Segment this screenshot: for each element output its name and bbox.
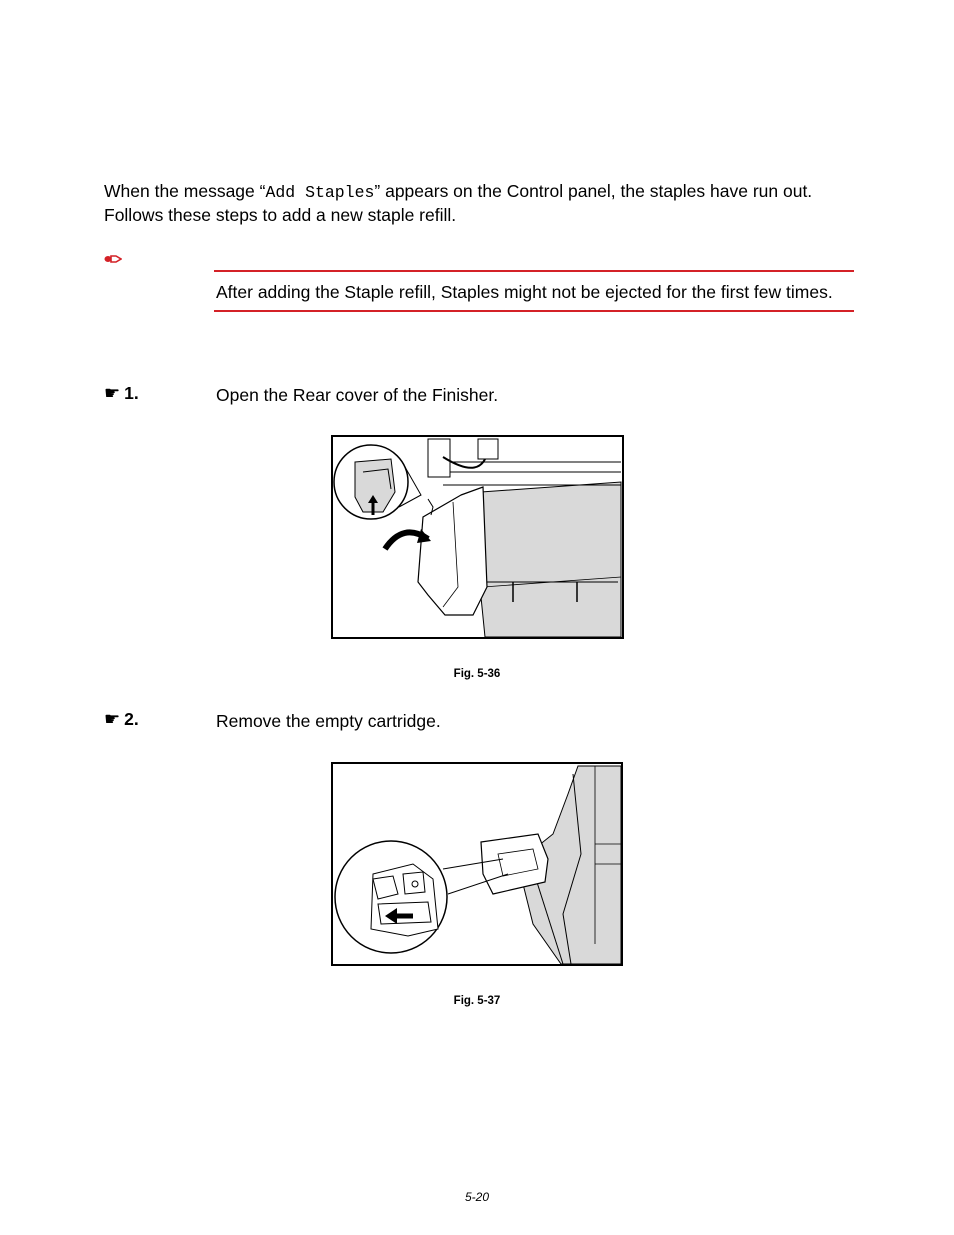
note-box (214, 270, 854, 312)
figure-caption-5-37: Fig. 5-37 (453, 995, 501, 1007)
figure-caption-5-36: Fig. 5-36 (453, 668, 501, 680)
figure-remove-cartridge (331, 762, 623, 966)
step-1-marker (104, 383, 139, 404)
step-2-marker (104, 709, 139, 730)
step-1-text: Open the Rear cover of the Finisher. (216, 385, 499, 405)
figure-rear-cover (331, 435, 624, 639)
note-arrow-icon (104, 253, 122, 265)
page-number: 5-20 (464, 1190, 490, 1204)
note-text: After adding the Staple refill, Staples might not be ejected for the first few times. (216, 282, 833, 302)
intro-paragraph (104, 180, 854, 227)
pointing-hand-icon: ☛ (104, 383, 121, 403)
control-panel-message: Add Staples (265, 183, 375, 202)
intro-text-end: ” appears on the Control panel, the staples have run out. Follows these steps to add a new staple refill. (104, 181, 813, 225)
intro-text-start: When the message “ (104, 181, 266, 201)
finisher-rear-cover-illustration (333, 437, 622, 637)
step-2-text: Remove the empty cartridge. (216, 711, 441, 731)
pointing-hand-icon: ☛ (104, 709, 121, 729)
step-1-number: 1. (124, 383, 139, 403)
remove-cartridge-illustration (333, 764, 621, 964)
step-2-number: 2. (124, 709, 139, 729)
